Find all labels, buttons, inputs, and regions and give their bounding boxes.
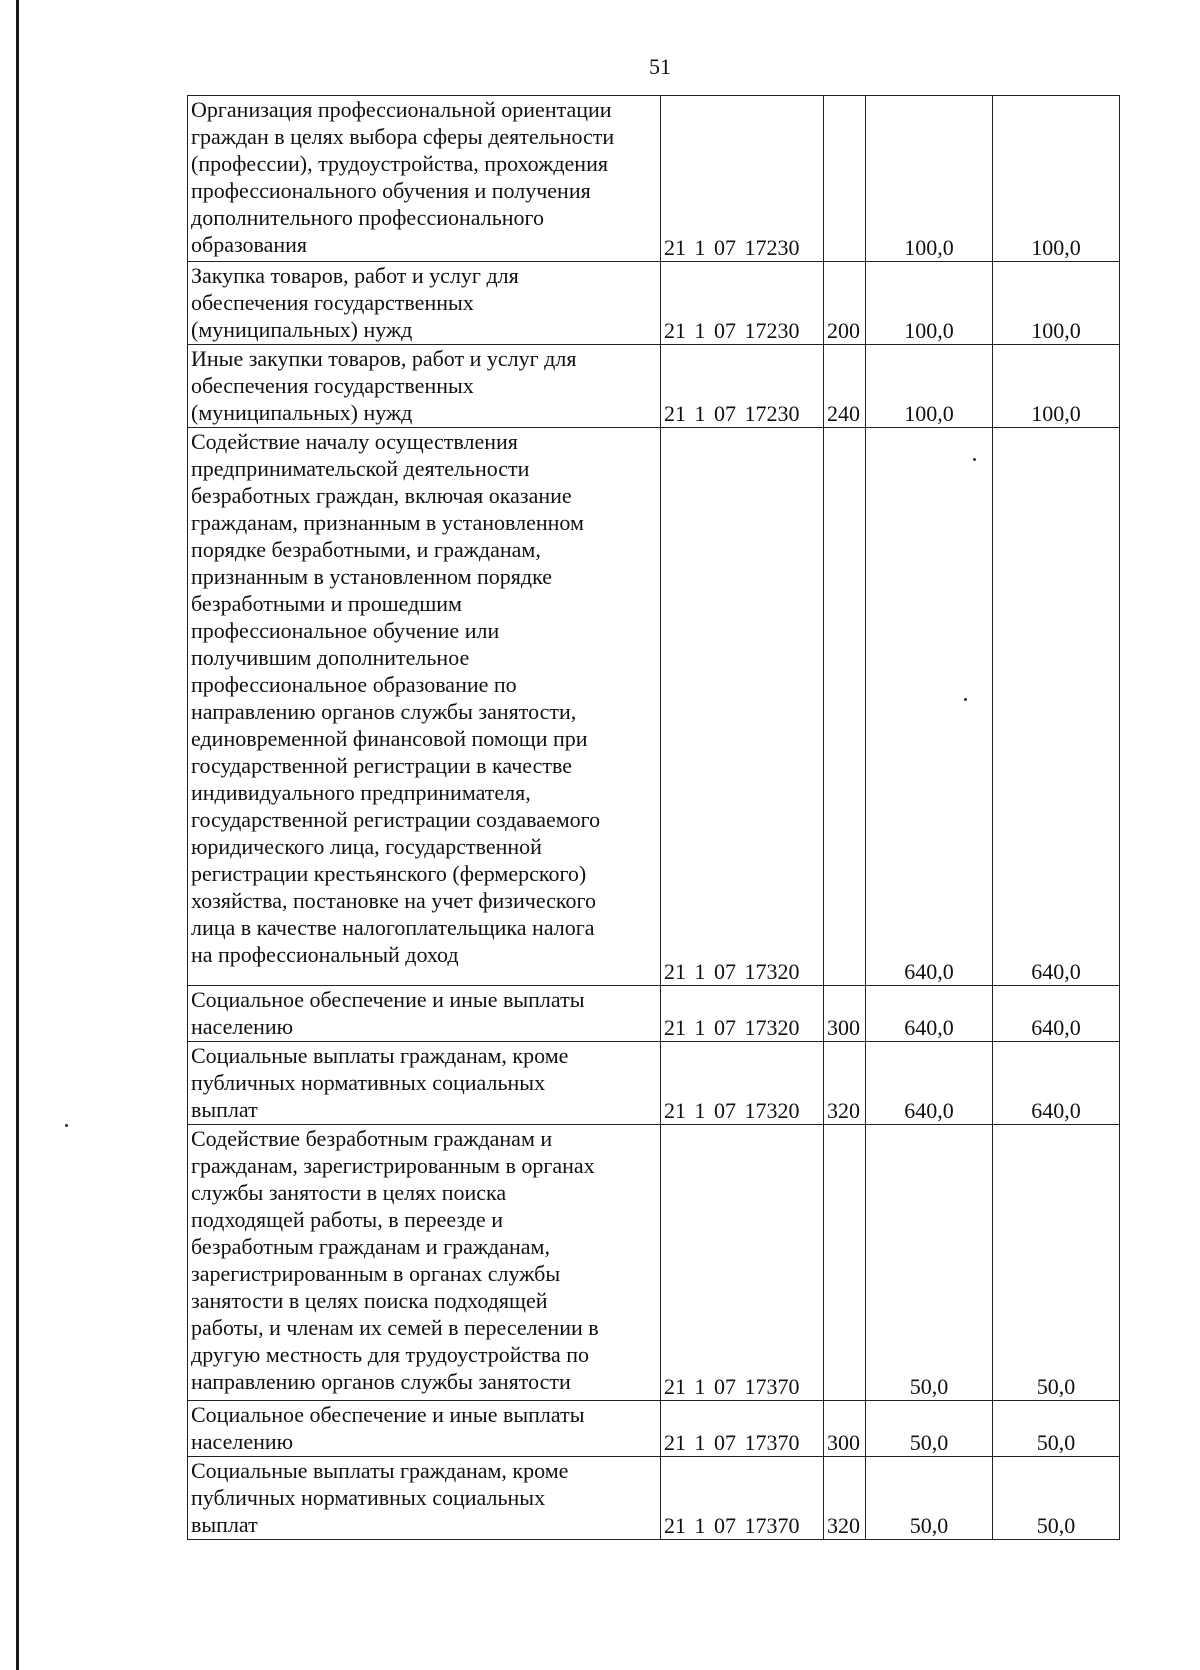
page-number: 51 [649, 54, 671, 79]
row-code-cell: 21 1 07 17320 [661, 428, 824, 986]
row-name-cell: Организация профессиональной ориентации граждан в целях выбора сферы деятельности (профессии), трудоустройства, прохождения профессионального обучения и получения дополнительного профессионального образования [188, 96, 661, 262]
row-sum-cell: 640,0 [993, 428, 1120, 986]
table-row [188, 1401, 1120, 1457]
row-sum-cell: 50,0 [993, 1401, 1120, 1457]
row-code-cell: 21 1 07 17230 [661, 262, 824, 345]
row-name-cell: Социальные выплаты гражданам, кроме публичных нормативных социальных выплат [188, 1457, 661, 1540]
table-row [188, 1457, 1120, 1540]
row-sum-cell: 50,0 [866, 1457, 993, 1540]
row-sum-cell: 640,0 [866, 986, 993, 1042]
row-code-cell: 21 1 07 17370 [661, 1125, 824, 1401]
row-name-cell: Социальное обеспечение и иные выплаты населению [188, 1401, 661, 1457]
row-expense-type-cell: 320 [824, 1457, 866, 1540]
row-expense-type-cell: 300 [824, 1401, 866, 1457]
row-sum-cell: 50,0 [866, 1401, 993, 1457]
scan-dot [964, 698, 967, 701]
row-sum-cell: 100,0 [866, 96, 993, 262]
row-expense-type-cell: 200 [824, 262, 866, 345]
row-expense-type-cell: 240 [824, 345, 866, 428]
row-code-cell: 21 1 07 17370 [661, 1401, 824, 1457]
table-row [188, 345, 1120, 428]
row-name-cell: Социальные выплаты гражданам, кроме публичных нормативных социальных выплат [188, 1042, 661, 1125]
table-row [188, 96, 1120, 262]
row-sum-cell: 100,0 [866, 262, 993, 345]
row-name-cell: Социальное обеспечение и иные выплаты населению [188, 986, 661, 1042]
row-code-cell: 21 1 07 17320 [661, 1042, 824, 1125]
row-expense-type-cell [824, 428, 866, 986]
row-code-cell: 21 1 07 17370 [661, 1457, 824, 1540]
row-sum-cell: 640,0 [866, 428, 993, 986]
scan-dot [973, 458, 976, 461]
row-code-cell: 21 1 07 17230 [661, 96, 824, 262]
scan-dot [65, 1124, 68, 1127]
row-sum-cell: 50,0 [993, 1457, 1120, 1540]
table-body [188, 96, 1120, 1540]
table-row [188, 428, 1120, 986]
budget-table [187, 95, 1120, 1540]
row-sum-cell: 640,0 [866, 1042, 993, 1125]
row-sum-cell: 100,0 [993, 96, 1120, 262]
row-code-cell: 21 1 07 17320 [661, 986, 824, 1042]
row-sum-cell: 100,0 [866, 345, 993, 428]
row-sum-cell: 640,0 [993, 1042, 1120, 1125]
table-row [188, 986, 1120, 1042]
table-row [188, 1042, 1120, 1125]
table-row [188, 1125, 1120, 1401]
row-name-cell: Закупка товаров, работ и услуг для обеспечения государственных (муниципальных) нужд [188, 262, 661, 345]
row-sum-cell: 50,0 [993, 1125, 1120, 1401]
row-expense-type-cell [824, 1125, 866, 1401]
row-name-cell: Содействие безработным гражданам и гражданам, зарегистрированным в органах службы занятости в целях поиска подходящей работы, в переезде и безработным гражданам и гражданам, зарегистрированным в органах службы занятости в целях поиска подходящей работы, и членам их семей в переселении в другую местность для трудоустройства по направлению органов службы занятости [188, 1125, 661, 1401]
row-sum-cell: 50,0 [866, 1125, 993, 1401]
row-code-cell: 21 1 07 17230 [661, 345, 824, 428]
row-expense-type-cell: 300 [824, 986, 866, 1042]
row-name-cell: Иные закупки товаров, работ и услуг для обеспечения государственных (муниципальных) нужд [188, 345, 661, 428]
row-sum-cell: 100,0 [993, 262, 1120, 345]
row-expense-type-cell [824, 96, 866, 262]
table-row [188, 262, 1120, 345]
row-expense-type-cell: 320 [824, 1042, 866, 1125]
page-edge-rule [16, 0, 19, 1670]
row-sum-cell: 640,0 [993, 986, 1120, 1042]
row-sum-cell: 100,0 [993, 345, 1120, 428]
row-name-cell: Содействие началу осуществления предпринимательской деятельности безработных граждан, включая оказание гражданам, признанным в установленном порядке безработными, и гражданам, признанным в установленном порядке безработными и прошедшим профессиональное обучение или получившим дополнительное профессиональное образование по направлению органов службы занятости, единовременной финансовой помощи при государственной регистрации в качестве индивидуального предпринимателя, государственной регистрации создаваемого юридического лица, государственной регистрации крестьянского (фермерского) хозяйства, постановке на учет физического лица в качестве налогоплательщика налога на профессиональный доход [188, 428, 661, 986]
